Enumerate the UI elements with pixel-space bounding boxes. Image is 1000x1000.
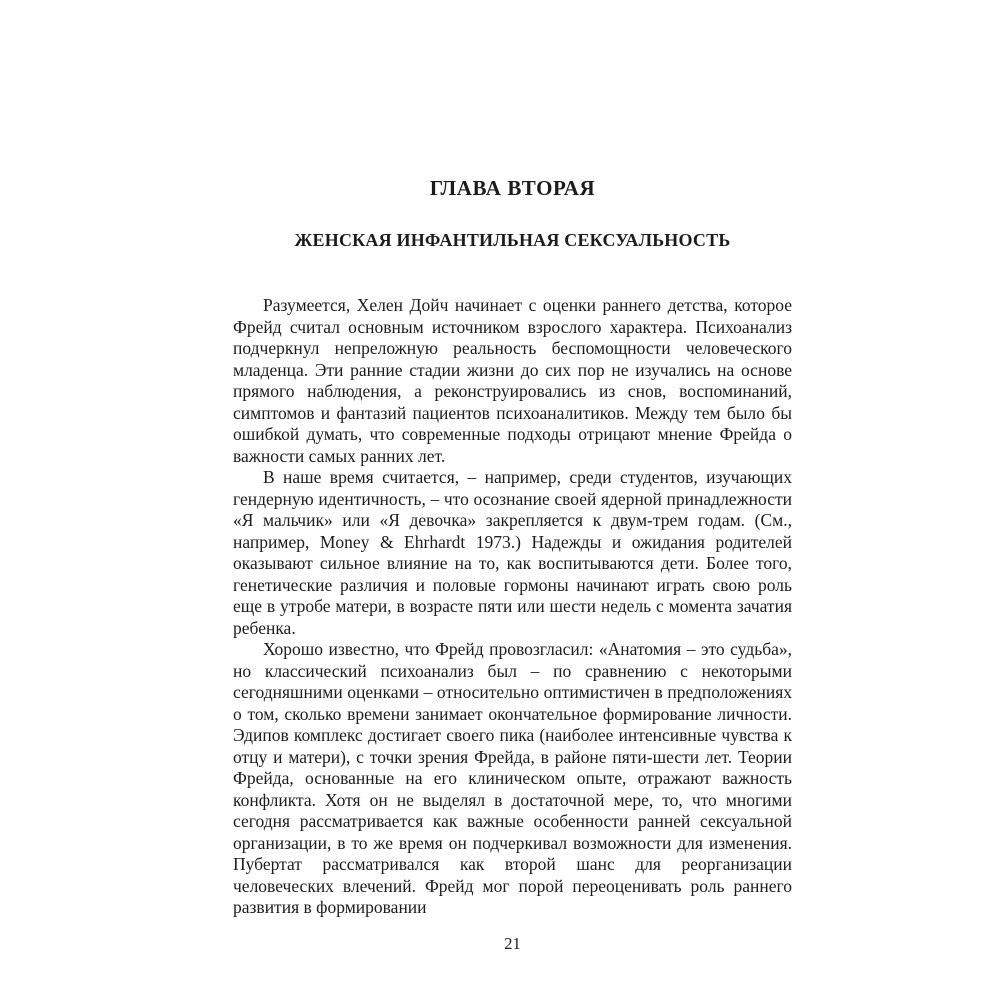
chapter-title: ГЛАВА ВТОРАЯ: [429, 176, 596, 200]
chapter-subtitle: ЖЕНСКАЯ ИНФАНТИЛЬНАЯ СЕКСУАЛЬНОСТЬ: [294, 230, 731, 250]
paragraph-3: Хорошо известно, что Фрейд провозгласил: «Анатомия – это судьба», но классический психоанализ был – по сравнению с некоторыми сегодняшними оценками – относительно оптимистичен в предположениях о том, сколько времени занимает окончательное формирование личности. Эдипов комплекс достигает своего пика (наиболее интенсивные чувства к отцу и матери), с точки зрения Фрейда, в районе пяти-шести лет. Теории Фрейда, основанные на его клиническом опыте, отражают важность конфликта. Хотя он не выделял в достаточной мере, то, что многими сегодня рассматривается как важные особенности ранней сексуальной организации, в то же время он подчеркивал возможности для изменения. Пубертат рассматривался как второй шанс для реорганизации человеческих влечений. Фрейд мог порой переоценивать роль раннего развития в формировании: [233, 639, 792, 917]
content-column: [233, 0, 792, 919]
paragraph-1: Разумеется, Хелен Дойч начинает с оценки раннего детства, которое Фрейд считал основным источником взрослого характера. Психоанализ подчеркнул непреложную реальность беспомощности человеческого младенца. Эти ранние стадии жизни до сих пор не изучались на основе прямого наблюдения, а реконструировались из снов, воспоминаний, симптомов и фантазий пациентов психоаналитиков. Между тем было бы ошибкой думать, что современные подходы отрицают мнение Фрейда о важности самых ранних лет.: [233, 295, 792, 466]
paragraph-2: В наше время считается, – например, среди студентов, изучающих гендерную идентичность, – что осознание своей ядерной принадлежности «Я мальчик» или «Я девочка» закрепляется к двум-трем годам. (См., например, Money & Ehrhardt 1973.) Надежды и ожидания родителей оказывают сильное влияние на то, как воспитываются дети. Более того, генетические различия и половые гормоны начинают играть свою роль еще в утробе матери, в возрасте пяти или шести недель с момента зачатия ребенка.: [233, 467, 792, 638]
body-text: [233, 295, 792, 919]
page-number: 21: [504, 934, 521, 953]
